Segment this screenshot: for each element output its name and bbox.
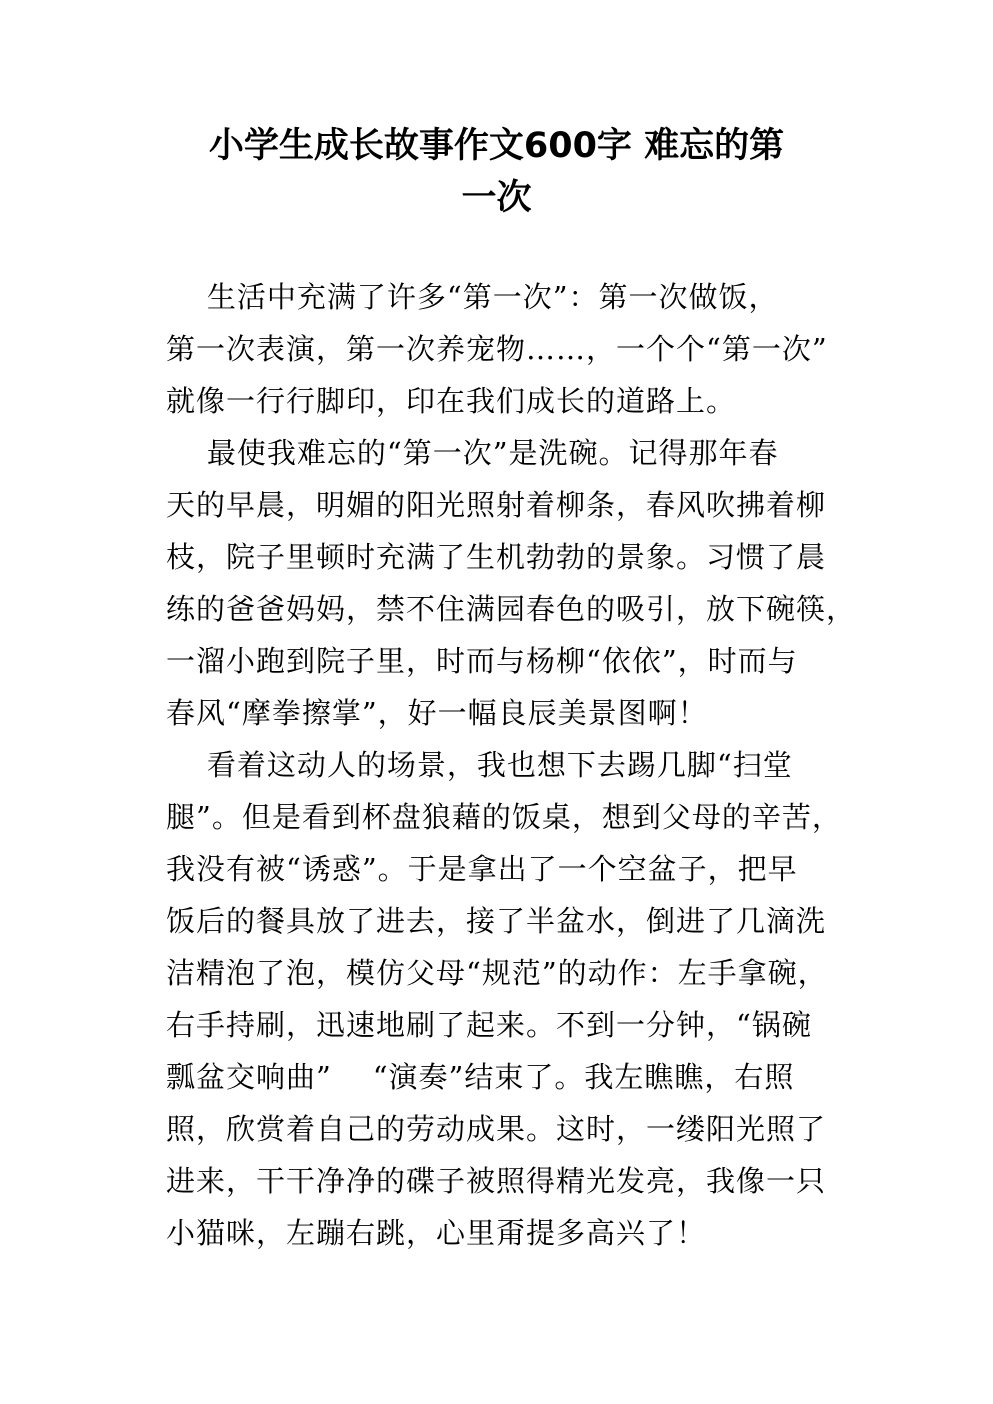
text-line: 腿”。但是看到杯盘狼藉的饭桌，想到父母的辛苦，	[166, 800, 842, 834]
text-line: 就像一行行脚印，印在我们成长的道路上。	[166, 384, 737, 418]
text-line: 枝，院子里顿时充满了生机勃勃的景象。习惯了晨	[166, 540, 827, 574]
title-line-1: 小学生成长故事作文600字 难忘的第	[208, 126, 785, 166]
text-line: 洁精泡了泡，模仿父母“规范”的动作：左手拿碗，	[166, 956, 828, 990]
text-line: 练的爸爸妈妈，禁不住满园春色的吸引，放下碗筷，	[166, 592, 857, 626]
title-line-2: 一次	[461, 178, 532, 218]
text-line: 进来，干干净净的碟子被照得精光发亮，我像一只	[166, 1164, 827, 1198]
text-line: 照，欣赏着自己的劳动成果。这时，一缕阳光照了	[166, 1112, 827, 1146]
text-line: 天的早晨，明媚的阳光照射着柳条，春风吹拂着柳	[166, 488, 827, 522]
text-line: 第一次表演，第一次养宠物……，一个个“第一次”	[166, 332, 828, 366]
text-line: 右手持刷，迅速地刷了起来。不到一分钟，“锅碗	[166, 1008, 812, 1042]
text-line: 饭后的餐具放了进去，接了半盆水，倒进了几滴洗	[166, 904, 827, 938]
text-line: 小猫咪，左蹦右跳，心里甭提多高兴了！	[166, 1216, 707, 1250]
document-title	[140, 120, 853, 224]
text-line: 看着这动人的场景，我也想下去踢几脚“扫堂	[166, 748, 793, 782]
text-line: 最使我难忘的“第一次”是洗碗。记得那年春	[166, 436, 779, 470]
text-line: 春风“摩拳擦掌”，好一幅良辰美景图啊！	[166, 696, 708, 730]
text-line: 一溜小跑到院子里，时而与杨柳“依依”，时而与	[166, 644, 798, 678]
essay-body	[166, 271, 857, 1259]
text-line: 瓢盆交响曲” “演奏”结束了。我左瞧瞧，右照	[166, 1060, 795, 1094]
text-line: 生活中充满了许多“第一次”：第一次做饭，	[166, 280, 779, 314]
text-line: 我没有被“诱惑”。于是拿出了一个空盆子，把早	[166, 852, 798, 886]
